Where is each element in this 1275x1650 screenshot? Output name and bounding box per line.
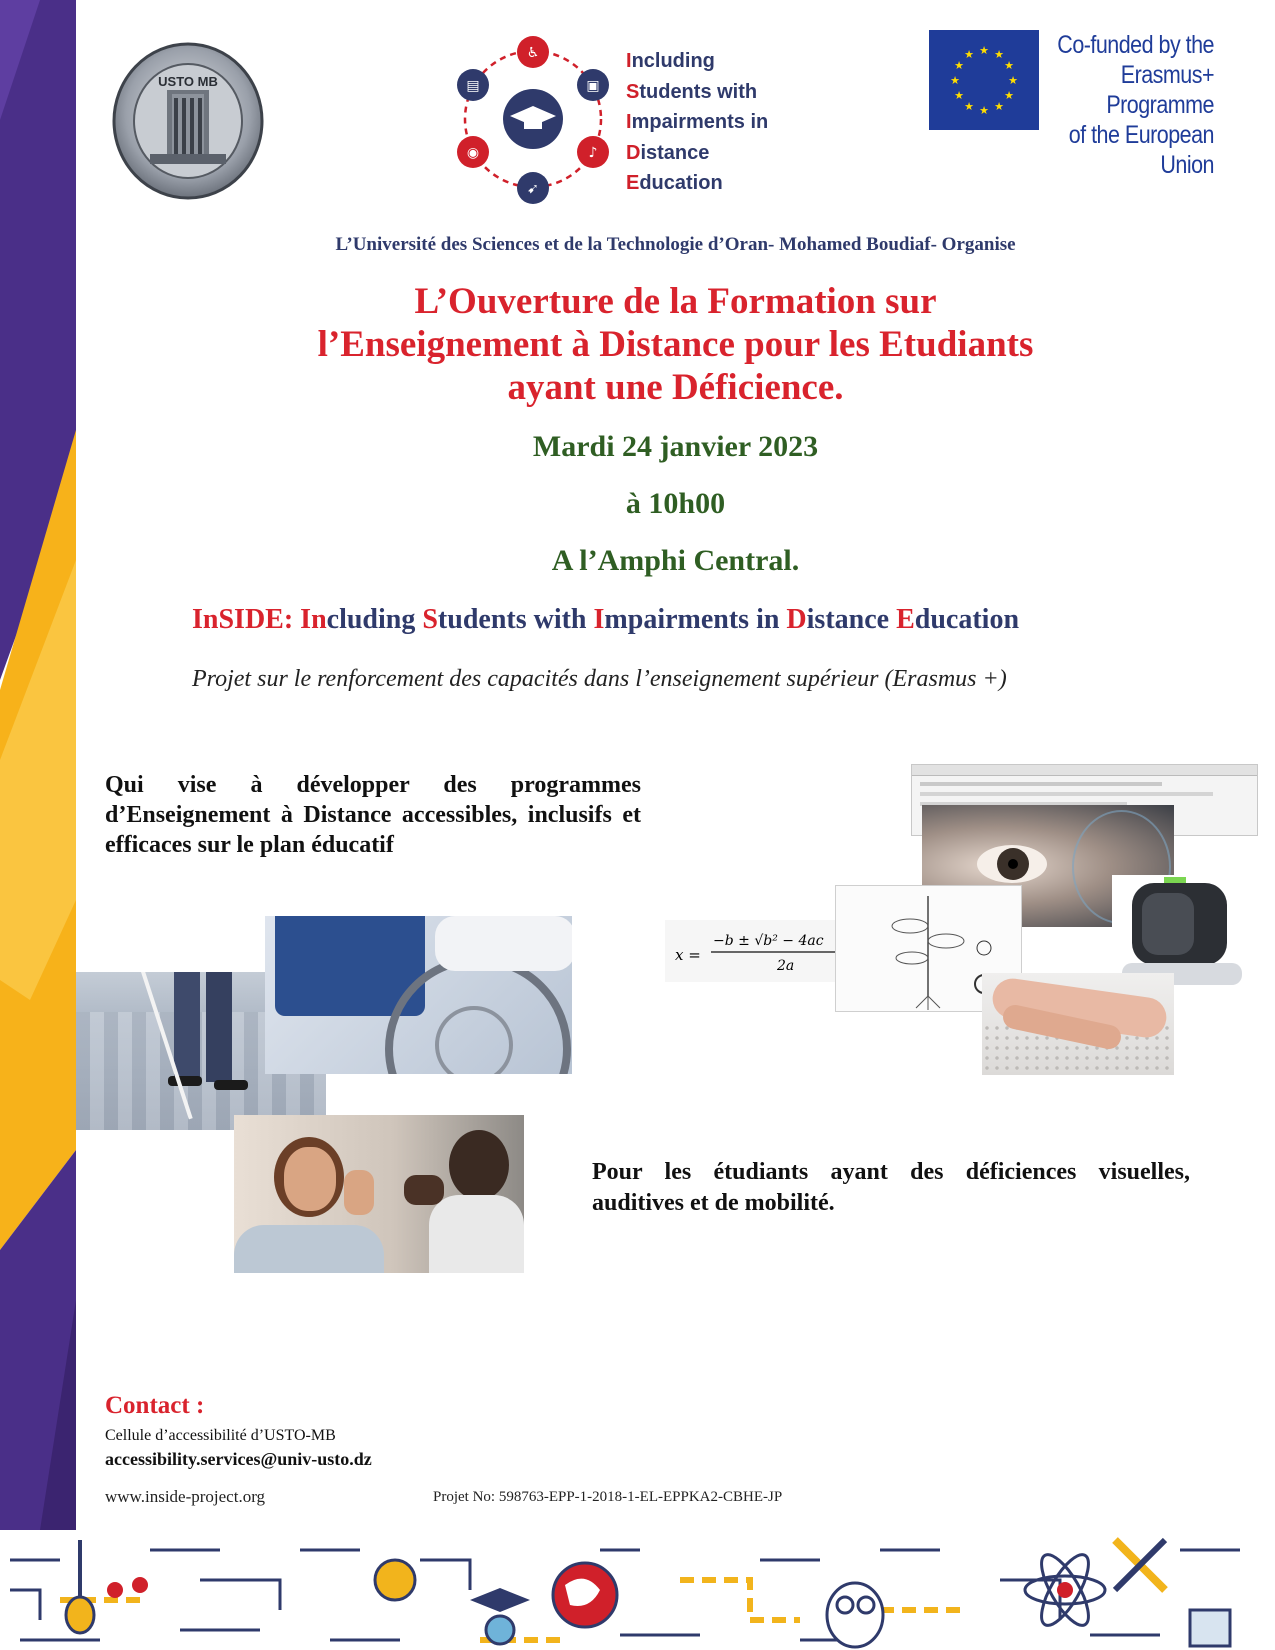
event-date: Mardi 24 janvier 2023 (532, 430, 819, 463)
wordmark-line: Including (626, 50, 715, 72)
wordmark-line: Distance (626, 141, 710, 164)
organiser-line: L’Université des Sciences et de la Technologie d’Oran- Mohamed Boudiaf- Organise (335, 234, 1016, 255)
svg-text:★: ★ (994, 100, 1004, 113)
svg-text:★: ★ (1004, 59, 1014, 72)
usto-logo-text: USTO MB (158, 74, 218, 89)
event-title: L’Ouverture de la Formation sur l’Enseignement à Distance pour les Etudiants ayant une Déficience. (317, 281, 1034, 408)
owl-icon (827, 1583, 883, 1647)
svg-text:➹: ➹ (527, 181, 539, 197)
svg-text:★: ★ (964, 48, 974, 61)
svg-text:★: ★ (964, 100, 974, 113)
atom-icon (1057, 1582, 1073, 1598)
aim-paragraph: Qui vise à développer des programmes d’Enseignement à Distance accessibles, inclusifs et efficaces sur le plan éducatif (105, 772, 641, 858)
notebook-icon (1190, 1610, 1230, 1646)
svg-text:♿: ♿ (526, 45, 540, 61)
side-decoration (0, 0, 76, 1530)
svg-text:★: ★ (954, 89, 964, 102)
contact-cell: Cellule d’accessibilité d’USTO-MB (105, 1427, 336, 1444)
svg-text:−b ± √b² − 4ac: −b ± √b² − 4ac (713, 933, 824, 949)
svg-text:★: ★ (950, 74, 960, 87)
cofunded-text: Co-funded by the Erasmus+ Programme of the European Union (1057, 31, 1214, 179)
sign-language-photo (234, 1115, 524, 1273)
contact-title: Contact : (105, 1392, 205, 1419)
braille-reading-photo (982, 973, 1174, 1075)
project-number: Projet No: 598763-EPP-1-2018-1-EL-EPPKA2-CBHE-JP (433, 1489, 783, 1505)
wordmark-line: Students with (626, 80, 758, 103)
svg-text:★: ★ (994, 48, 1004, 61)
svg-text:▤: ▤ (466, 78, 480, 94)
svg-text:▣: ▣ (586, 78, 600, 94)
event-time: à 10h00 (625, 487, 726, 520)
project-description: Projet sur le renforcement des capacités dans l’enseignement supérieur (Erasmus +) (192, 666, 1007, 692)
usto-mb-logo (112, 42, 264, 200)
svg-text:★: ★ (979, 104, 989, 117)
event-place: A l’Amphi Central. (551, 544, 800, 577)
svg-text:2a: 2a (777, 958, 795, 974)
inside-logo-wordmark (626, 46, 768, 199)
website-link[interactable]: www.inside-project.org (105, 1487, 266, 1506)
inside-acronym-line: InSIDE: Including Students with Impairments in Distance Education (192, 604, 1020, 635)
svg-text:♪: ♪ (588, 145, 598, 161)
wordmark-line: Impairments in (626, 111, 769, 133)
eu-flag-icon (929, 30, 1039, 130)
svg-text:★: ★ (1008, 74, 1018, 87)
svg-text:x =: x = (675, 946, 701, 964)
svg-text:★: ★ (1004, 89, 1014, 102)
svg-text:◉: ◉ (466, 145, 480, 161)
footer-education-icons-banner (0, 1530, 1275, 1650)
svg-text:★: ★ (954, 59, 964, 72)
inside-project-logo (448, 30, 618, 208)
target-audience-paragraph: Pour les étudiants ayant des déficiences visuelles, auditives et de mobilité. (592, 1159, 1190, 1216)
wordmark-line: Education (626, 172, 723, 194)
wheelchair-photo (265, 916, 572, 1074)
svg-text:★: ★ (979, 44, 989, 57)
contact-email-link[interactable]: accessibility.services@univ-usto.dz (105, 1449, 372, 1469)
lightbulb-icon (375, 1560, 415, 1600)
